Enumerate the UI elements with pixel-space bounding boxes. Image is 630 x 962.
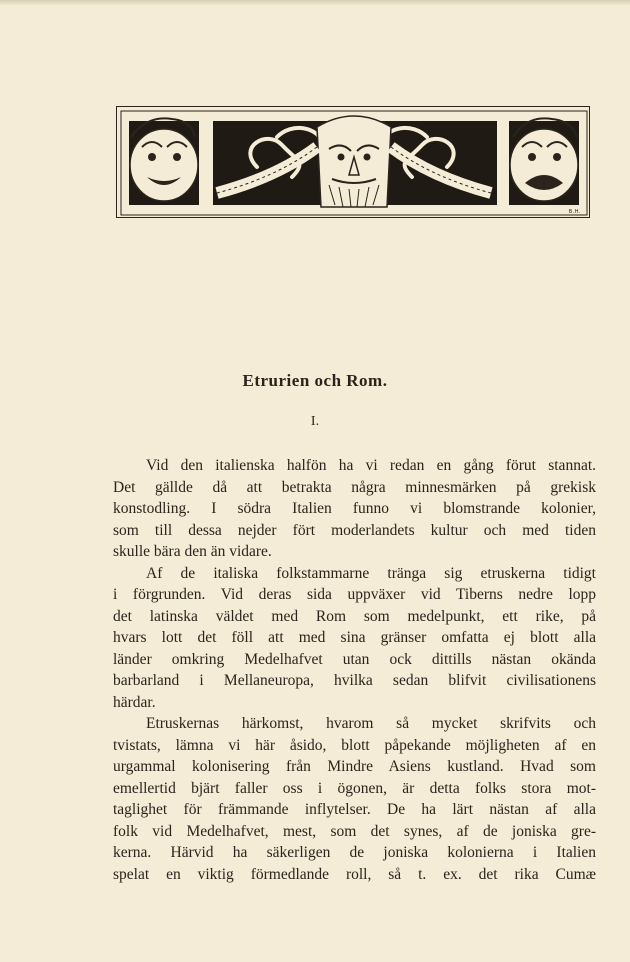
text-line: kerna. Härvid ha säkerligen de joniska kolonierna i Italien xyxy=(113,844,596,861)
text-line: det latinska väldet med Rom som medelpunkt, ett rike, på xyxy=(113,607,596,625)
text-line: härdar. xyxy=(113,693,156,711)
text-line: folk vid Medelhafvet, mest, som det synes, af de joniska gre- xyxy=(113,822,596,840)
text-line: spelat en viktig förmedlande roll, så t. ex. det rika Cumæ xyxy=(113,865,596,883)
text-line: emellertid bjärt faller oss i ögonen, är detta folks stora mot- xyxy=(113,779,596,797)
section-number: I. xyxy=(310,414,320,429)
text-line: Etruskernas härkomst, hvarom så mycket skrifvits och xyxy=(146,715,596,732)
text-line: barbarland i Mellaneuropa, hvilka sedan blifvit civilisationens xyxy=(113,672,596,689)
text-line: Det gällde då att betrakta några minnesmärken på grekisk xyxy=(113,478,596,496)
body-text xyxy=(113,455,596,885)
text-line: hvars lott det föll att med sina gränser omfatta ej blott alla xyxy=(113,629,596,646)
text-line: taglighet för främmande inflytelser. De ha lärt nästan af alla xyxy=(113,801,596,818)
text-line: Vid den italienska halfön ha vi redan en gång förut stannat. xyxy=(146,457,596,474)
text-line: Af de italiska folkstammarne tränga sig etruskerna tidigt xyxy=(146,564,596,582)
text-line: konstodling. I södra Italien funno vi blomstrande kolonier, xyxy=(113,500,596,517)
vignette-illustration xyxy=(117,107,591,219)
text-line: länder omkring Medelhafvet utan ock dittills nästan okända xyxy=(113,650,596,668)
text-line: skulle bära den än vidare. xyxy=(113,543,272,560)
chapter-title: Etrurien och Rom. xyxy=(242,371,388,390)
text-line: i förgrunden. Vid deras sida uppväxer vid Tiberns nedre lopp xyxy=(113,586,596,603)
decorative-header-vignette xyxy=(116,106,590,218)
text-line: urgammal kolonisering från Mindre Asiens kustland. Hvad som xyxy=(113,758,596,775)
artist-monogram: B.H. xyxy=(568,209,581,215)
text-line: som till dessa nejder fört moderlandets kultur och med tiden xyxy=(113,521,596,539)
text-line: tvistats, lämna vi här åsido, blott påpekande möjligheten af en xyxy=(113,736,596,754)
page-edge xyxy=(0,0,630,6)
